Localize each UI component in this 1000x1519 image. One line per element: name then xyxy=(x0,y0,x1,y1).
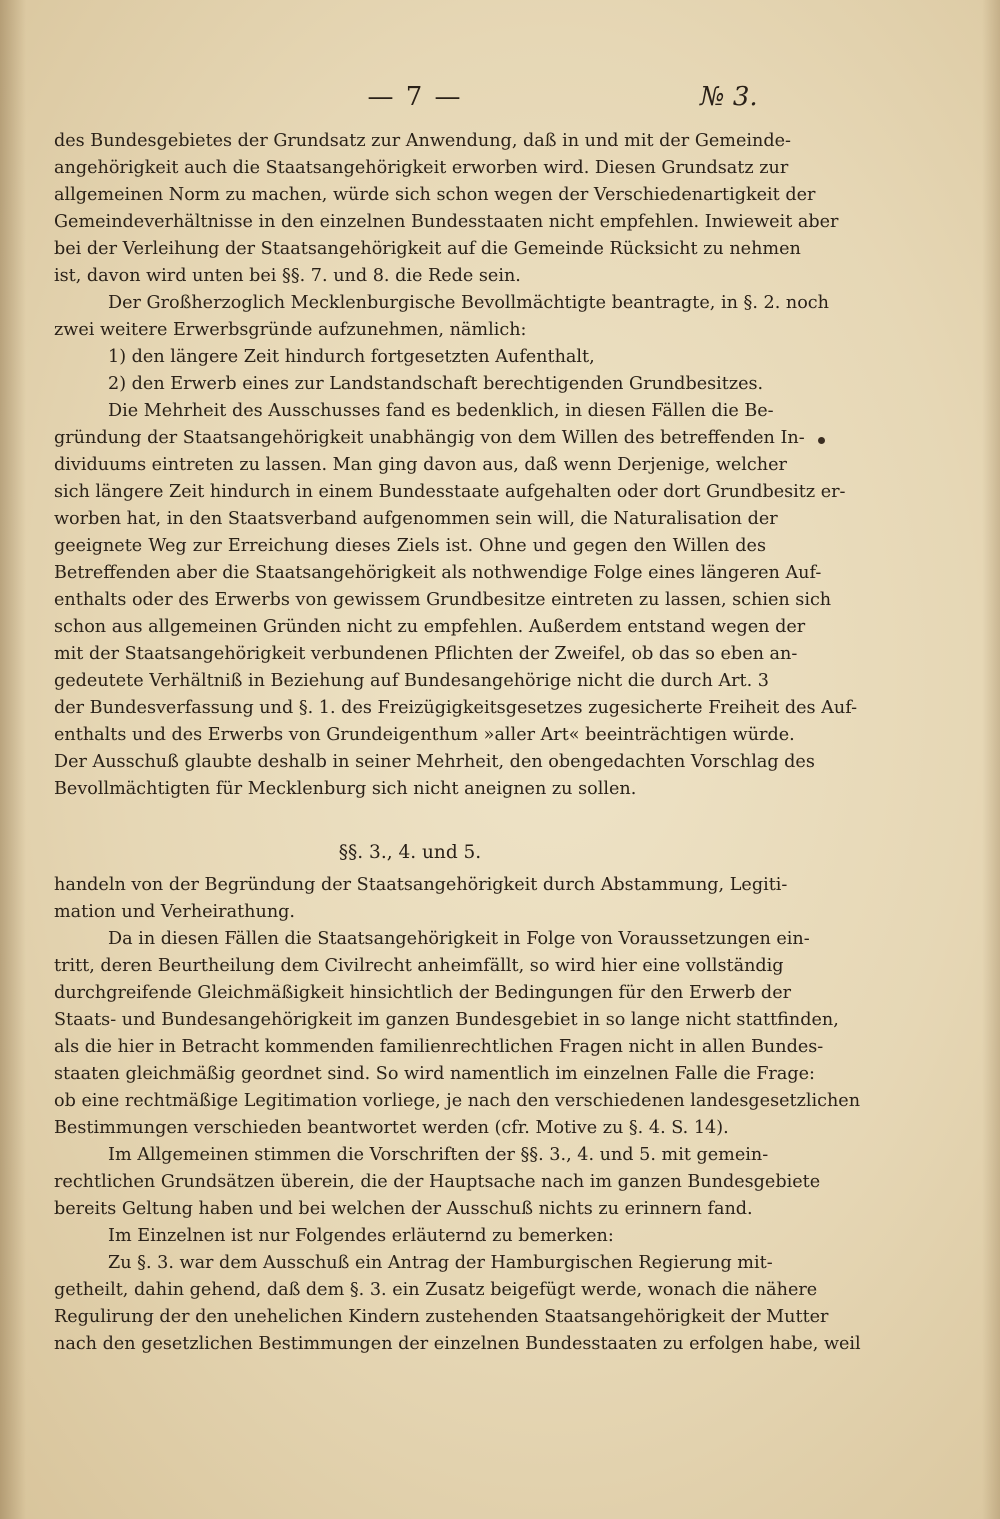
text-line: der Bundesverfassung und §. 1. des Freizügigkeitsgesetzes zugesicherte Freiheit des Auf- xyxy=(54,698,858,718)
text-line: Bestimmungen verschieden beantwortet werden (cfr. Motive zu §. 4. S. 14). xyxy=(54,1118,729,1138)
text-line: tritt, deren Beurtheilung dem Civilrecht anheimfällt, so wird hier eine vollständig xyxy=(54,956,784,976)
text-line: Der Ausschuß glaubte deshalb in seiner Mehrheit, den obengedachten Vorschlag des xyxy=(54,752,815,772)
text-line: Zu §. 3. war dem Ausschuß ein Antrag der Hamburgischen Regierung mit- xyxy=(108,1253,773,1273)
text-line: handeln von der Begründung der Staatsangehörigkeit durch Abstammung, Legiti- xyxy=(54,875,788,895)
text-line: gründung der Staatsangehörigkeit unabhängig von dem Willen des betreffenden In- xyxy=(54,428,805,448)
text-line: ist, davon wird unten bei §§. 7. und 8. die Rede sein. xyxy=(54,266,521,286)
text-line: mation und Verheirathung. xyxy=(54,902,296,922)
text-line: Gemeindeverhältnisse in den einzelnen Bundesstaaten nicht empfehlen. Inwieweit aber xyxy=(54,212,839,232)
text-line: bei der Verleihung der Staatsangehörigkeit auf die Gemeinde Rücksicht zu nehmen xyxy=(54,239,801,259)
text-line: ob eine rechtmäßige Legitimation vorliege, je nach den verschiedenen landesgesetzlichen xyxy=(54,1091,861,1111)
text-line: dividuums eintreten zu lassen. Man ging davon aus, daß wenn Derjenige, welcher xyxy=(54,455,787,475)
text-line: als die hier in Betracht kommenden familienrechtlichen Fragen nicht in allen Bundes- xyxy=(54,1037,824,1057)
text-line: gedeutete Verhältniß in Beziehung auf Bundesangehörige nicht die durch Art. 3 xyxy=(54,671,770,691)
text-line: des Bundesgebietes der Grundsatz zur Anwendung, daß in und mit der Gemeinde- xyxy=(54,131,791,151)
text-line: schon aus allgemeinen Gründen nicht zu empfehlen. Außerdem entstand wegen der xyxy=(54,617,806,637)
text-line: rechtlichen Grundsätzen überein, die der Hauptsache nach im ganzen Bundesgebiete xyxy=(54,1172,821,1192)
list-item: 2) den Erwerb eines zur Landstandschaft berechtigenden Grundbesitzes. xyxy=(108,374,764,394)
page-edge-shadow xyxy=(982,0,1000,1519)
text-line: Im Einzelnen ist nur Folgendes erläuternd zu bemerken: xyxy=(108,1226,614,1246)
text-line: worben hat, in den Staatsverband aufgenommen sein will, die Naturalisation der xyxy=(54,509,778,529)
text-line: allgemeinen Norm zu machen, würde sich schon wegen der Verschiedenartigkeit der xyxy=(54,185,816,205)
text-line: mit der Staatsangehörigkeit verbundenen Pflichten der Zweifel, ob das so eben an- xyxy=(54,644,798,664)
page-spine-shadow xyxy=(0,0,26,1519)
issue-number: № 3. xyxy=(700,82,758,112)
text-line: getheilt, dahin gehend, daß dem §. 3. ein Zusatz beigefügt werde, wonach die nähere xyxy=(54,1280,818,1300)
list-item: 1) den längere Zeit hindurch fortgesetzten Aufenthalt, xyxy=(108,347,595,367)
text-line: Im Allgemeinen stimmen die Vorschriften der §§. 3., 4. und 5. mit gemein- xyxy=(108,1145,769,1165)
text-line: Der Großherzoglich Mecklenburgische Bevollmächtigte beantragte, in §. 2. noch xyxy=(108,293,829,313)
text-line: Da in diesen Fällen die Staatsangehörigkeit in Folge von Voraussetzungen ein- xyxy=(108,929,810,949)
text-line: Bevollmächtigten für Mecklenburg sich nicht aneignen zu sollen. xyxy=(54,779,637,799)
text-line: Die Mehrheit des Ausschusses fand es bedenklich, in diesen Fällen die Be- xyxy=(108,401,774,421)
text-line: zwei weitere Erwerbsgründe aufzunehmen, nämlich: xyxy=(54,320,527,340)
text-line: staaten gleichmäßig geordnet sind. So wird namentlich im einzelnen Falle die Frage: xyxy=(54,1064,815,1084)
text-line: bereits Geltung haben und bei welchen der Ausschuß nichts zu erinnern fand. xyxy=(54,1199,753,1219)
text-line: geeignete Weg zur Erreichung dieses Ziels ist. Ohne und gegen den Willen des xyxy=(54,536,766,556)
page-header xyxy=(0,82,1000,122)
text-line: Betreffenden aber die Staatsangehörigkeit als nothwendige Folge eines längeren Auf- xyxy=(54,563,822,583)
text-line: sich längere Zeit hindurch in einem Bundesstaate aufgehalten oder dort Grundbesitz er- xyxy=(54,482,846,502)
text-line: Staats- und Bundesangehörigkeit im ganzen Bundesgebiet in so lange nicht stattfinden, xyxy=(54,1010,839,1030)
text-line: enthalts und des Erwerbs von Grundeigenthum »aller Art« beeinträchtigen würde. xyxy=(54,725,795,745)
text-line: enthalts oder des Erwerbs von gewissem Grundbesitze eintreten zu lassen, schien sich xyxy=(54,590,832,610)
page-number: — 7 — xyxy=(367,82,463,112)
margin-ink-dot xyxy=(818,437,825,444)
text-line: durchgreifende Gleichmäßigkeit hinsichtlich der Bedingungen für den Erwerb der xyxy=(54,983,792,1003)
section-heading: §§. 3., 4. und 5. xyxy=(338,842,482,863)
text-line: Regulirung der den unehelichen Kindern zustehenden Staatsangehörigkeit der Mutter xyxy=(54,1307,829,1327)
text-line: nach den gesetzlichen Bestimmungen der einzelnen Bundesstaaten zu erfolgen habe, weil xyxy=(54,1334,861,1354)
text-line: angehörigkeit auch die Staatsangehörigkeit erworben wird. Diesen Grundsatz zur xyxy=(54,158,789,178)
